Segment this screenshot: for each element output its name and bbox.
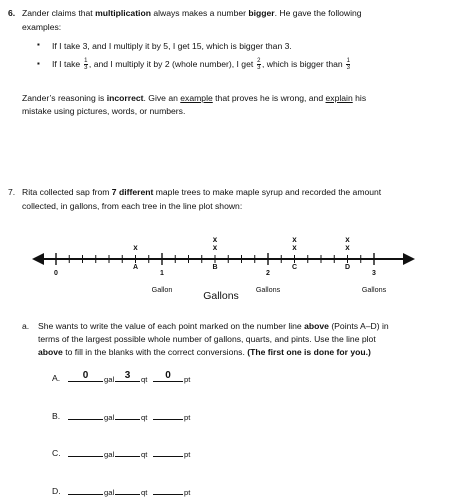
answer-row-c <box>52 446 432 458</box>
part-a-line3: above to fill in the blanks with the correct conversions. (The first one is done for you.) <box>38 347 371 357</box>
unit-labels <box>152 285 387 294</box>
pt-blank[interactable] <box>153 409 183 420</box>
q6-underline-explain: explain <box>325 93 353 103</box>
x-mark: x <box>212 235 218 244</box>
pt-blank[interactable] <box>153 484 183 495</box>
q6-bullet2-text: If I take <box>52 59 83 69</box>
x-mark: x <box>212 243 218 252</box>
gal-unit: gal <box>104 450 115 459</box>
q6-intro-text: Zander claims that <box>22 8 96 18</box>
q6-bold-multiplication: multiplication <box>95 8 151 18</box>
q6-bullet2-text: , and I multiply it by 2 (whole number), I get <box>88 59 256 69</box>
qt-unit: qt <box>141 413 148 422</box>
row-label: C. <box>52 448 61 458</box>
q6-bullet2-text: , which is bigger than <box>261 59 346 69</box>
qt-unit: qt <box>141 450 148 459</box>
gal-blank[interactable] <box>68 409 103 420</box>
qt-blank[interactable] <box>115 484 140 495</box>
part-a-line1: She wants to write the value of each point marked on the number line above (Points A–D) in <box>38 321 389 331</box>
row-label: A. <box>52 373 61 383</box>
tick-label: 2 <box>266 270 270 277</box>
bullet-icon: ▪ <box>37 40 40 49</box>
qt-blank[interactable]: 3 <box>115 371 140 382</box>
unit-label: Gallons <box>255 285 281 294</box>
x-mark: x <box>292 235 297 244</box>
part-a-letter: a. <box>22 321 30 331</box>
pt-unit: pt <box>184 375 191 384</box>
q6-underline-example: example <box>180 93 213 103</box>
q7-bold-7-different: 7 different <box>111 187 154 197</box>
unit-label: Gallon <box>151 285 173 294</box>
tick-label: 0 <box>54 270 58 277</box>
qt-blank[interactable] <box>115 446 140 457</box>
tick-labels <box>54 270 376 277</box>
pt-unit: pt <box>184 450 191 459</box>
qt-blank[interactable] <box>115 409 140 420</box>
q6-bold-bigger: bigger <box>248 8 275 18</box>
part-a-line2: terms of the largest possible whole number of gallons, quarts, and pints. Use the line plot <box>38 334 376 344</box>
x-mark: x <box>292 243 297 252</box>
pt-blank[interactable] <box>153 446 183 457</box>
q6-intro-line2: examples: <box>22 22 62 32</box>
pt-unit: pt <box>184 488 191 497</box>
point-label-b: B <box>212 264 218 271</box>
pt-blank[interactable]: 0 <box>153 371 183 382</box>
row-label: D. <box>52 486 61 496</box>
q6-number: 6. <box>8 8 16 18</box>
tick-label: 1 <box>160 270 164 277</box>
bold-above: above <box>38 347 63 357</box>
line-plot <box>0 222 452 304</box>
q6-bold-incorrect: incorrect <box>106 93 144 103</box>
q6-task-line2: mistake using pictures, words, or numbers. <box>22 106 186 116</box>
q7-line2: collected, in gallons, from each tree in the line plot shown: <box>22 201 243 211</box>
point-labels <box>133 264 350 271</box>
point-label-c: C <box>291 264 298 271</box>
bullet-icon: ▪ <box>37 59 40 68</box>
fraction-two-thirds: $\frac{2}{3}$ <box>257 58 261 72</box>
qt-unit: qt <box>141 375 148 384</box>
answer-row-d <box>52 484 432 496</box>
qt-unit: qt <box>141 488 148 497</box>
gal-unit: gal <box>104 488 115 497</box>
q6-task: Zander’s reasoning is incorrect. Give an example that proves he is wrong, and explain his <box>22 93 367 103</box>
unit-label: Gallons <box>361 285 387 294</box>
bold-first-one-done: (The first one is done for you.) <box>247 347 371 357</box>
gal-blank[interactable] <box>68 484 103 495</box>
q6-bullet2 <box>52 56 351 72</box>
fraction-one-third: $\frac{1}{3}$ <box>346 58 350 72</box>
bold-above: above <box>304 321 329 331</box>
gal-blank[interactable] <box>68 446 103 457</box>
q6-intro <box>22 7 447 19</box>
point-label-a: A <box>132 264 139 271</box>
q6-bullet1: If I take 3, and I multiply it by 5, I get 15, which is bigger than 3. <box>52 41 292 51</box>
tick-label: 3 <box>372 270 376 277</box>
plot-axis-title: Gallons <box>203 290 239 302</box>
pt-unit: pt <box>184 413 191 422</box>
gal-unit: gal <box>104 413 115 422</box>
gal-blank[interactable]: 0 <box>68 371 103 382</box>
x-mark: x <box>345 243 350 252</box>
fraction-one-third: $\frac{1}{3}$ <box>84 58 88 72</box>
x-marks <box>133 235 350 252</box>
row-label: B. <box>52 411 61 421</box>
q7-number: 7. <box>8 187 16 197</box>
point-label-d: D <box>344 264 351 271</box>
q7-line1: Rita collected sap from 7 different maple trees to make maple syrup and recorded the amount <box>22 187 382 197</box>
gal-unit: gal <box>104 375 115 384</box>
answer-row-b <box>52 409 432 421</box>
answer-row-a <box>52 371 432 383</box>
q6-intro-text: always makes a number <box>150 8 249 18</box>
x-mark: x <box>345 235 350 244</box>
q6-intro-text: . He gave the following <box>274 8 362 18</box>
x-mark: x <box>133 243 138 252</box>
